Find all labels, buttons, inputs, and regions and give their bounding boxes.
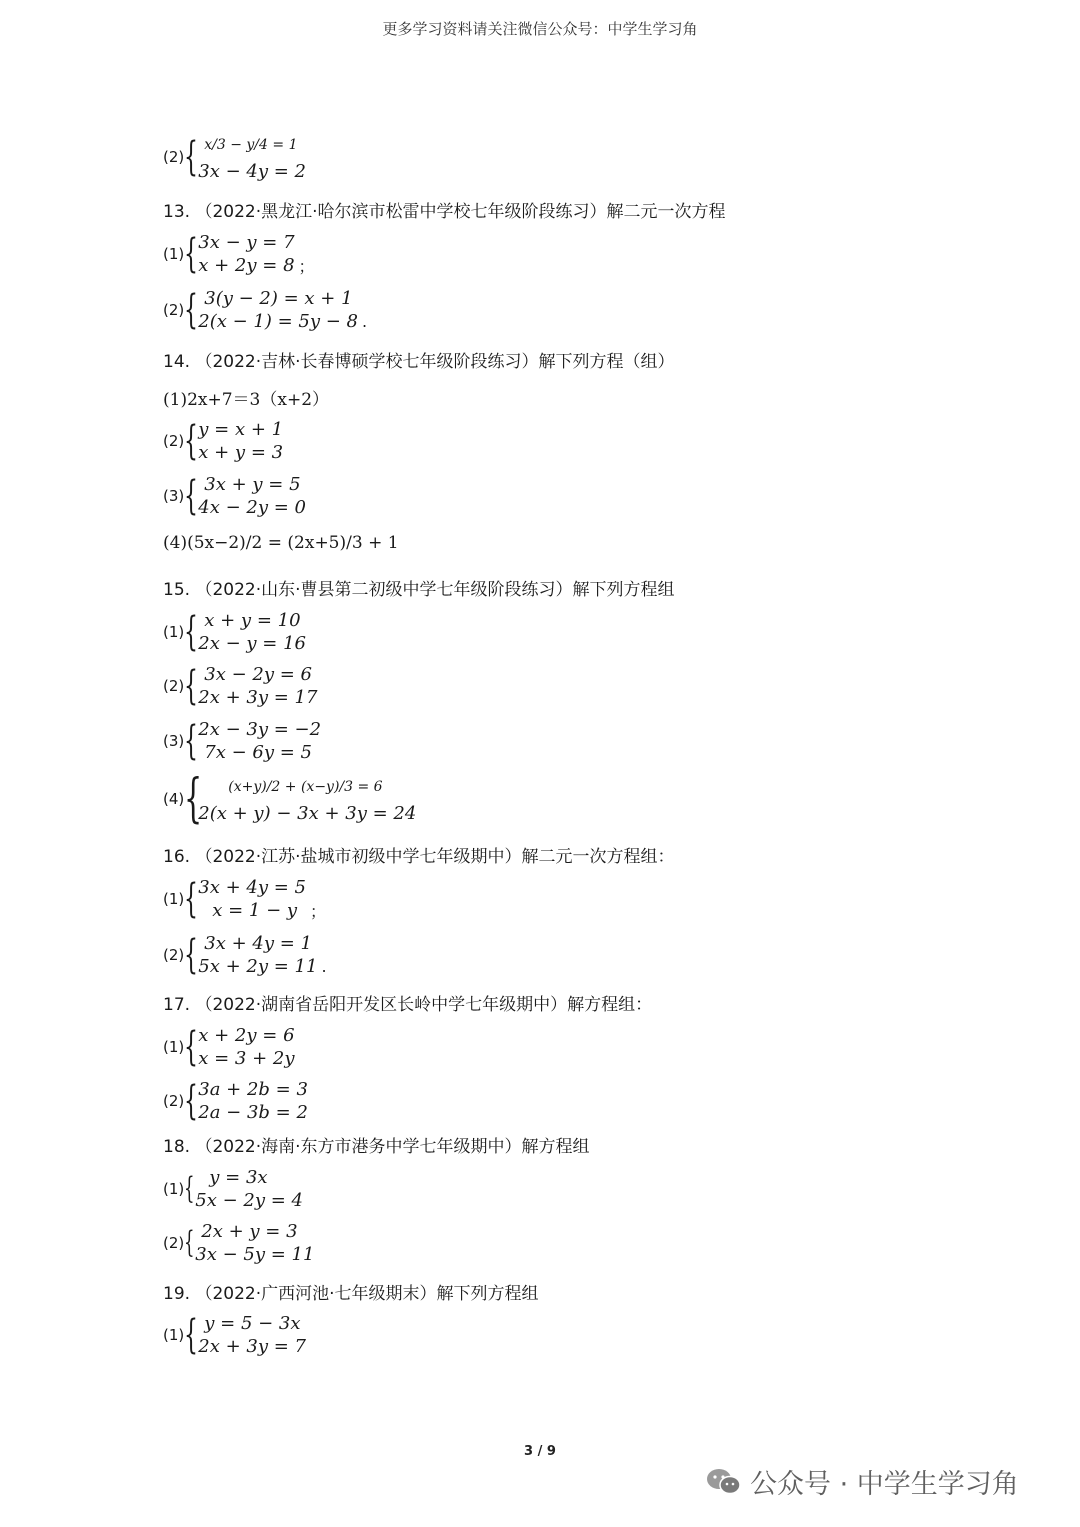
item-label: (1) — [163, 1180, 185, 1198]
left-brace: { — [184, 609, 199, 655]
equation-1: 2x + y = 3 — [201, 1221, 298, 1242]
problem-14-part-4 — [163, 533, 399, 553]
item-suffix: . — [321, 956, 327, 976]
left-brace: { — [184, 1225, 195, 1260]
left-brace: { — [184, 876, 199, 922]
equation-2: 3x − 5y = 11 — [195, 1244, 315, 1265]
equation-2: 5x − 2y = 4 — [195, 1190, 303, 1211]
equation-1: 3a + 2b = 3 — [198, 1079, 308, 1100]
problem-18-part-1 — [163, 1166, 303, 1212]
page-header: 更多学习资料请关注微信公众号：中学生学习角 — [382, 20, 698, 38]
equation-2: x = 3 + 2y — [198, 1048, 295, 1069]
item-label: (2) — [163, 946, 185, 964]
wechat-icon — [706, 1467, 742, 1497]
left-brace: { — [184, 133, 199, 180]
problem-19-title: 19. （2022·广西河池·七年级期末）解下列方程组 — [163, 1284, 539, 1304]
equation: (1)2x+7＝3（x+2） — [163, 390, 330, 410]
left-brace: { — [184, 473, 199, 519]
equation-2: 2x + 3y = 7 — [198, 1336, 306, 1357]
item-label: (4) — [163, 789, 185, 808]
left-brace: { — [184, 1171, 195, 1206]
equation-1: x + 2y = 6 — [198, 1025, 295, 1046]
left-brace: { — [184, 418, 199, 464]
equation-1: (x+y)/2 + (x−y)/3 = 6 — [228, 779, 383, 795]
problem-16-part-2 — [163, 932, 327, 978]
item-label: (3) — [163, 487, 185, 505]
problem-12-part-2 — [163, 130, 306, 183]
problem-13-part-2 — [163, 287, 367, 333]
equation-2: 5x + 2y = 11 — [198, 956, 318, 977]
left-brace: { — [184, 1024, 199, 1070]
equation-2: 2(x − 1) = 5y − 8 — [198, 311, 358, 332]
equation-2: x + y = 3 — [198, 442, 284, 463]
equation-2: x = 1 − y — [212, 900, 298, 921]
item-label: (1) — [163, 623, 185, 641]
equation-2: 3x − 4y = 2 — [198, 161, 306, 182]
problem-14-part-2 — [163, 418, 283, 464]
equation-1: 3x + y = 5 — [204, 474, 301, 495]
left-brace: { — [184, 663, 199, 709]
problem-15-part-2 — [163, 663, 317, 709]
equation-1: 3(y − 2) = x + 1 — [204, 288, 353, 309]
left-brace: { — [184, 231, 199, 277]
problem-18-part-2 — [163, 1220, 314, 1266]
equation-2: 2x + 3y = 17 — [198, 687, 318, 708]
problem-17-title: 17. （2022·湖南省岳阳开发区长岭中学七年级期中）解方程组： — [163, 995, 653, 1015]
equation-1: 3x + 4y = 5 — [198, 877, 306, 898]
equation-1: 2x − 3y = −2 — [198, 719, 322, 740]
problem-19-part-1 — [163, 1312, 306, 1358]
equation-1: x/3 − y/4 = 1 — [204, 137, 298, 153]
equation-1: 3x + 4y = 1 — [204, 933, 312, 954]
equation-2: 4x − 2y = 0 — [198, 497, 306, 518]
problem-15-part-3 — [163, 718, 321, 764]
wechat-watermark — [706, 1462, 1019, 1501]
item-suffix: ； — [298, 256, 315, 276]
equation-1: y = x + 1 — [198, 419, 284, 440]
equation: (4)(5x−2)/2 = (2x+5)/3 + 1 — [163, 533, 399, 553]
item-label: (2) — [163, 147, 185, 166]
problem-13-part-1 — [163, 231, 315, 277]
equation-2: 2a − 3b = 2 — [198, 1102, 308, 1123]
problem-15-title: 15. （2022·山东·曹县第二初级中学七年级阶段练习）解下列方程组 — [163, 580, 675, 600]
left-brace: { — [184, 1078, 199, 1124]
left-brace: { — [184, 768, 203, 829]
item-label: (1) — [163, 1038, 185, 1056]
equation-2: x + 2y = 8 — [198, 255, 295, 276]
equation-2: 2(x + y) − 3x + 3y = 24 — [198, 803, 417, 824]
problem-14-part-1 — [163, 385, 329, 410]
problem-16-title: 16. （2022·江苏·盐城市初级中学七年级期中）解二元一次方程组： — [163, 847, 675, 867]
left-brace: { — [184, 1312, 199, 1358]
equation-2: 7x − 6y = 5 — [204, 742, 312, 763]
equation-1: x + y = 10 — [204, 610, 301, 631]
problem-15-part-4 — [163, 768, 417, 829]
problem-16-part-1 — [163, 876, 326, 922]
item-label: (2) — [163, 1092, 185, 1110]
problem-13-title: 13. （2022·黑龙江·哈尔滨市松雷中学校七年级阶段练习）解二元一次方程 — [163, 202, 726, 222]
item-label: (3) — [163, 732, 185, 750]
page-number: 3 / 9 — [524, 1444, 556, 1459]
equation-1: 3x − 2y = 6 — [204, 664, 312, 685]
item-suffix: ； — [309, 901, 326, 921]
problem-15-part-1 — [163, 609, 306, 655]
item-label: (1) — [163, 245, 185, 263]
watermark-text: 公众号 · 中学生学习角 — [750, 1469, 1019, 1500]
problem-14-title: 14. （2022·吉林·长春博硕学校七年级阶段练习）解下列方程（组） — [163, 352, 675, 372]
item-label: (2) — [163, 301, 185, 319]
item-label: (2) — [163, 1234, 185, 1252]
item-label: (1) — [163, 1326, 185, 1344]
problem-18-title: 18. （2022·海南·东方市港务中学七年级期中）解方程组 — [163, 1137, 590, 1157]
problem-17-part-2 — [163, 1078, 308, 1124]
left-brace: { — [184, 932, 199, 978]
equation-1: y = 5 − 3x — [204, 1313, 301, 1334]
item-label: (2) — [163, 677, 185, 695]
item-label: (2) — [163, 432, 185, 450]
problem-17-part-1 — [163, 1024, 295, 1070]
equation-1: 3x − y = 7 — [198, 232, 295, 253]
equation-2: 2x − y = 16 — [198, 633, 306, 654]
equation-1: y = 3x — [209, 1167, 268, 1188]
left-brace: { — [184, 718, 199, 764]
item-label: (1) — [163, 890, 185, 908]
problem-14-part-3 — [163, 473, 306, 519]
left-brace: { — [184, 287, 199, 333]
item-suffix: . — [362, 311, 368, 331]
